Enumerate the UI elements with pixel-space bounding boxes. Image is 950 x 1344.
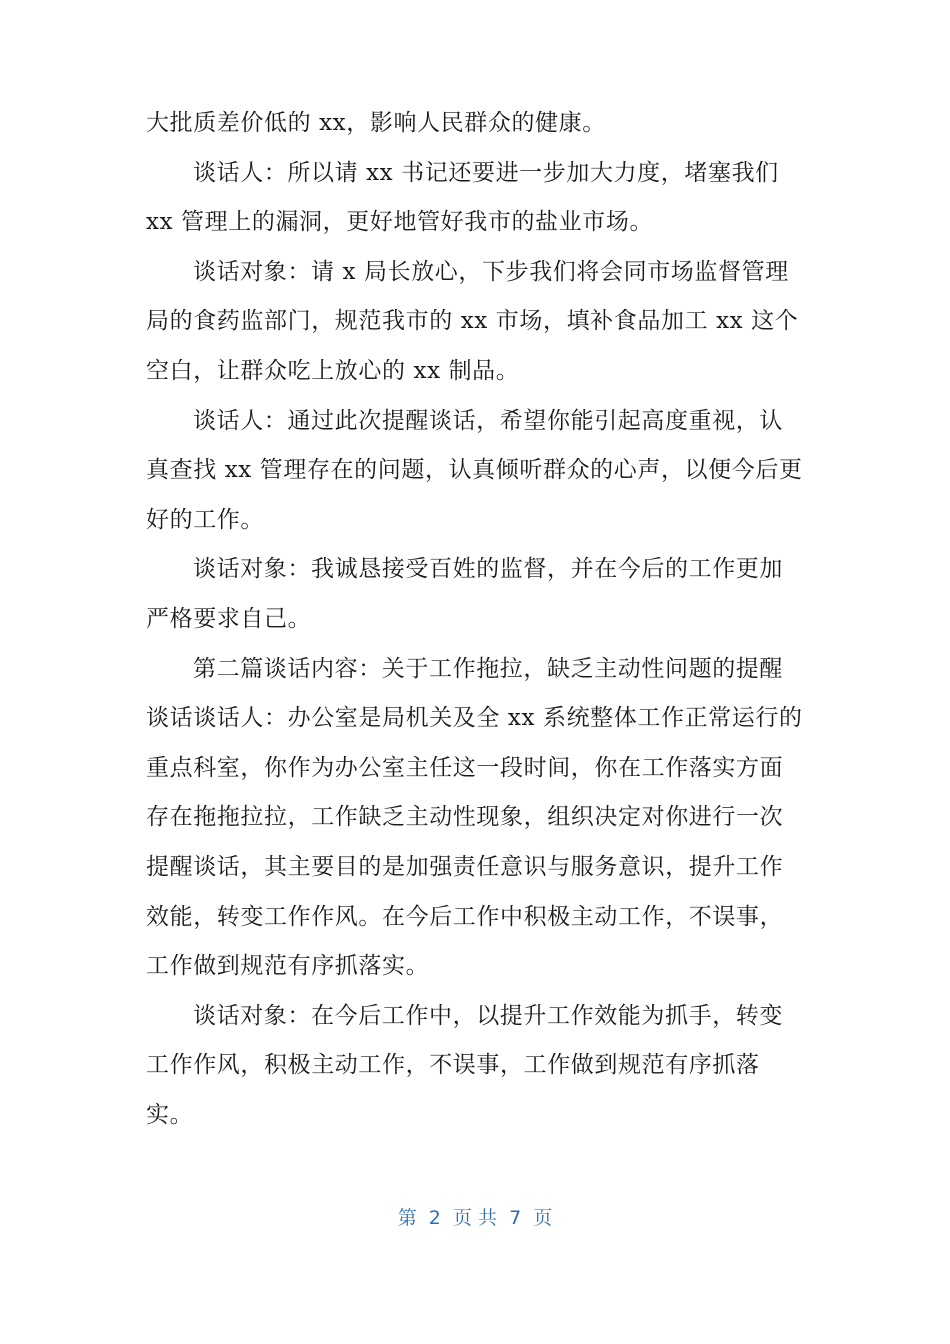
text-line: 局的食药监部门，规范我市的 xx 市场，填补食品加工 xx 这个 [146, 308, 799, 335]
text-line: 存在拖拖拉拉，工作缺乏主动性现象，组织决定对你进行一次 [146, 804, 784, 831]
text-line: 大批质差价低的 xx，影响人民群众的健康。 [146, 110, 606, 136]
document-body [146, 99, 806, 1140]
text-line: 提醒谈话，其主要目的是加强责任意识与服务意识，提升工作 [146, 853, 784, 880]
text-line: 工作做到规范有序抓落实。 [146, 953, 430, 980]
text-line: xx 管理上的漏洞，更好地管好我市的盐业市场。 [146, 209, 654, 236]
text-line: 谈话人：所以请 xx 书记还要进一步加大力度，堵塞我们 [193, 159, 779, 186]
text-line: 重点科室，你作为办公室主任这一段时间，你在工作落实方面 [146, 754, 784, 781]
page-indicator: 第 2 页 共 7 页 [397, 1207, 553, 1229]
text-line: 谈话对象：在今后工作中，以提升工作效能为抓手，转变 [193, 1002, 783, 1029]
text-line: 第二篇谈话内容：关于工作拖拉，缺乏主动性问题的提醒 [193, 655, 783, 682]
text-line: 谈话人：通过此次提醒谈话，希望你能引起高度重视，认 [193, 407, 783, 434]
text-line: 严格要求自己。 [146, 605, 312, 632]
text-line: 真查找 xx 管理存在的问题，认真倾听群众的心声，以便今后更 [146, 457, 803, 484]
text-line: 效能，转变工作作风。在今后工作中积极主动工作，不误事， [146, 903, 784, 930]
text-line: 谈话对象：我诚恳接受百姓的监督，并在今后的工作更加 [193, 556, 783, 583]
text-line: 工作作风，积极主动工作，不误事，工作做到规范有序抓落 [146, 1052, 760, 1079]
text-line: 实。 [146, 1101, 194, 1128]
text-line: 好的工作。 [146, 506, 264, 533]
text-line: 空白，让群众吃上放心的 xx 制品。 [146, 357, 520, 384]
text-line: 谈话对象：请 x 局长放心，下步我们将会同市场监督管理 [193, 258, 789, 285]
text-line: 谈话谈话人：办公室是局机关及全 xx 系统整体工作正常运行的 [146, 705, 803, 732]
